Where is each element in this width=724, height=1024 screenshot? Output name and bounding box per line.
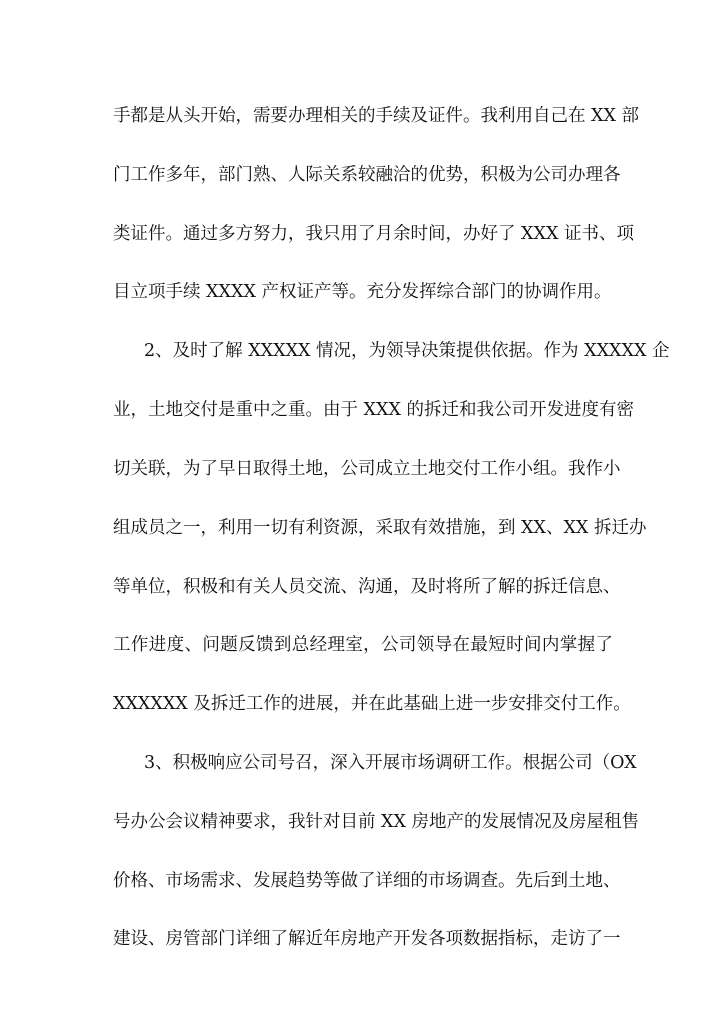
text-line: 3、积极响应公司号召，深入开展市场调研工作。根据公司（OX xyxy=(144,753,637,773)
text-line: 业，土地交付是重中之重。由于 XXX 的拆迁和我公司开发进度有密 xyxy=(113,400,634,420)
text-line: 工作进度、问题反馈到总经理室，公司领导在最短时间内掌握了 xyxy=(113,635,613,655)
text-line: 价格、市场需求、发展趋势等做了详细的市场调查。先后到土地、 xyxy=(113,871,621,891)
text-line: 手都是从头开始，需要办理相关的手续及证件。我利用自己在 XX 部 xyxy=(113,106,640,126)
text-line: XXXXXX 及拆迁工作的进展，并在此基础上进一步安排交付工作。 xyxy=(113,694,631,714)
text-line: 等单位，积极和有关人员交流、沟通，及时将所了解的拆迁信息、 xyxy=(113,577,621,597)
text-line: 类证件。通过多方努力，我只用了月余时间，办好了 XXX 证书、项 xyxy=(113,224,634,244)
text-line: 目立项手续 XXXX 产权证产等。充分发挥综合部门的协调作用。 xyxy=(113,282,612,302)
text-line: 门工作多年，部门熟、人际关系较融洽的优势，积极为公司办理各 xyxy=(113,165,621,185)
text-line: 切关联，为了早日取得土地，公司成立土地交付工作小组。我作小 xyxy=(113,459,621,479)
text-line: 组成员之一，利用一切有利资源，采取有效措施，到 XX、XX 拆迁办 xyxy=(113,518,647,538)
text-line: 号办公会议精神要求，我针对目前 XX 房地产的发展情况及房屋租售 xyxy=(113,812,640,832)
text-line: 建设、房管部门详细了解近年房地产开发各项数据指标，走访了一 xyxy=(113,929,621,949)
text-line: 2、及时了解 XXXXX 情况，为领导决策提供依据。作为 XXXXX 企 xyxy=(144,341,670,361)
